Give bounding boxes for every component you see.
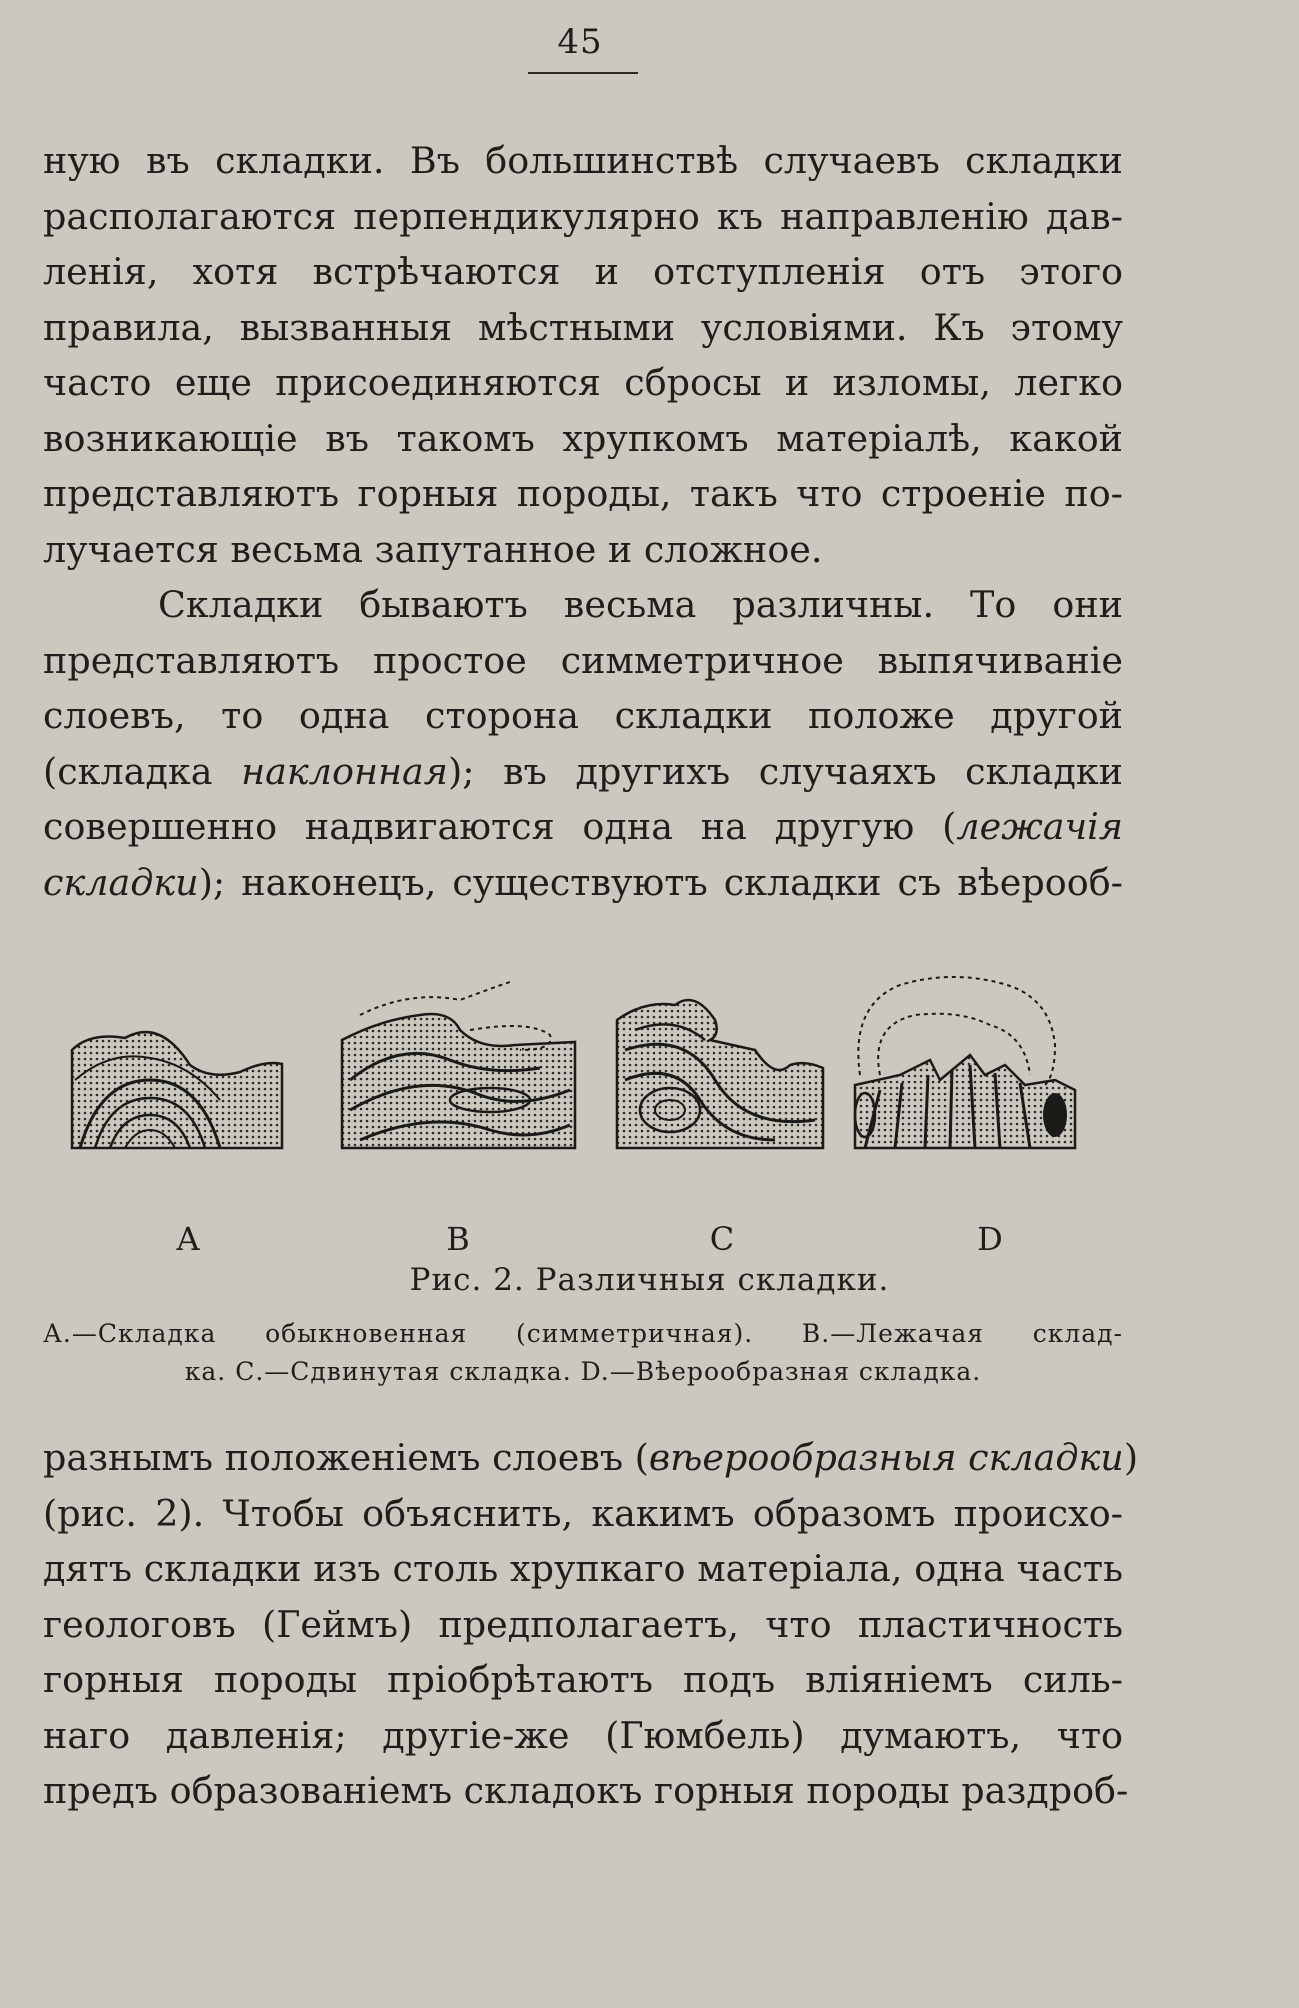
italic-term: наклонная: [241, 749, 448, 793]
text-run: совершенно надвигаются одна на другую (: [43, 805, 957, 848]
text-line: располагаются перпендикулярно къ направленію дав-: [43, 194, 1123, 238]
text-line: (рис. 2). Чтобы объяснить, какимъ образомъ происхо-: [43, 1491, 1123, 1535]
text-line: лучается весьма запутанное и сложное.: [43, 527, 823, 571]
text-line: слоевъ, то одна сторона складки положе другой: [43, 694, 1123, 737]
figure-caption-title: Рис. 2. Различныя складки.: [409, 1262, 890, 1298]
text-line: правила, вызванныя мѣстными условіями. Къ этому: [43, 305, 1123, 349]
text-line: возникающіе въ такомъ хрупкомъ матеріалѣ, какой: [43, 416, 1123, 460]
italic-term: вѣерообразныя складки: [648, 1436, 1124, 1479]
fold-illustration-d: [840, 965, 1080, 1150]
italic-term: складки: [43, 860, 199, 904]
text-line: ную въ складки. Въ большинствѣ случаевъ складки: [43, 139, 1123, 182]
figure-caption-legend: [43, 1315, 1123, 1391]
header-rule: [528, 72, 638, 74]
fold-illustration-c: [615, 990, 825, 1150]
text-line: наго давленія; другіе-же (Гюмбель) думаютъ, что: [43, 1713, 1123, 1757]
text-line: [43, 799, 1123, 855]
text-line: [43, 1430, 1139, 1486]
text-line: горныя породы пріобрѣтаютъ подъ вліяніемъ силь-: [43, 1658, 1123, 1701]
text-line: Складки бываютъ весьма различны. То они: [158, 583, 1123, 626]
text-line: часто еще присоединяются сбросы и изломы, легко: [43, 361, 1123, 404]
top-paragraphs: [43, 133, 1123, 910]
text-line: дятъ складки изъ столь хрупкаго матеріала, одна часть: [43, 1547, 1123, 1590]
bottom-paragraph: [43, 1430, 1139, 1819]
text-line: [43, 744, 1123, 800]
text-run: разнымъ положеніемъ слоевъ (: [43, 1436, 649, 1479]
text-line: предъ образованіемъ складокъ горныя породы раздроб-: [43, 1769, 1129, 1812]
text-run: ): [1123, 1436, 1139, 1479]
figure-label-d: D: [977, 1220, 1003, 1258]
caption-line: ка. С.—Сдвинутая складка. D.—Вѣерообразная складка.: [184, 1357, 982, 1386]
caption-line: А.—Складка обыкновенная (симметричная). В.—Лежачая склад-: [43, 1319, 1123, 1348]
figure-label-c: C: [709, 1220, 735, 1258]
text-line: ленія, хотя встрѣчаются и отступленія отъ этого: [43, 250, 1123, 293]
fold-illustration-b: [340, 980, 580, 1150]
fold-illustration-a: [70, 1020, 285, 1150]
italic-term: лежачія: [956, 805, 1123, 848]
text-line: геологовъ (Геймъ) предполагаетъ, что пластичность: [43, 1602, 1123, 1646]
figure-label-b: B: [446, 1220, 470, 1258]
page-number: 45: [557, 22, 603, 62]
text-run: ); въ другихъ случаяхъ складки: [447, 749, 1124, 793]
text-line: [43, 855, 1123, 911]
text-run: (складка: [43, 749, 242, 793]
figure-label-a: A: [176, 1220, 200, 1258]
fold-figure: [60, 960, 1120, 1210]
text-line: представляютъ простое симметричное выпячиваніе: [43, 638, 1123, 682]
text-line: представляютъ горныя породы, такъ что строеніе по-: [43, 472, 1123, 515]
text-run: ); наконецъ, существуютъ складки съ вѣерооб-: [198, 860, 1123, 904]
